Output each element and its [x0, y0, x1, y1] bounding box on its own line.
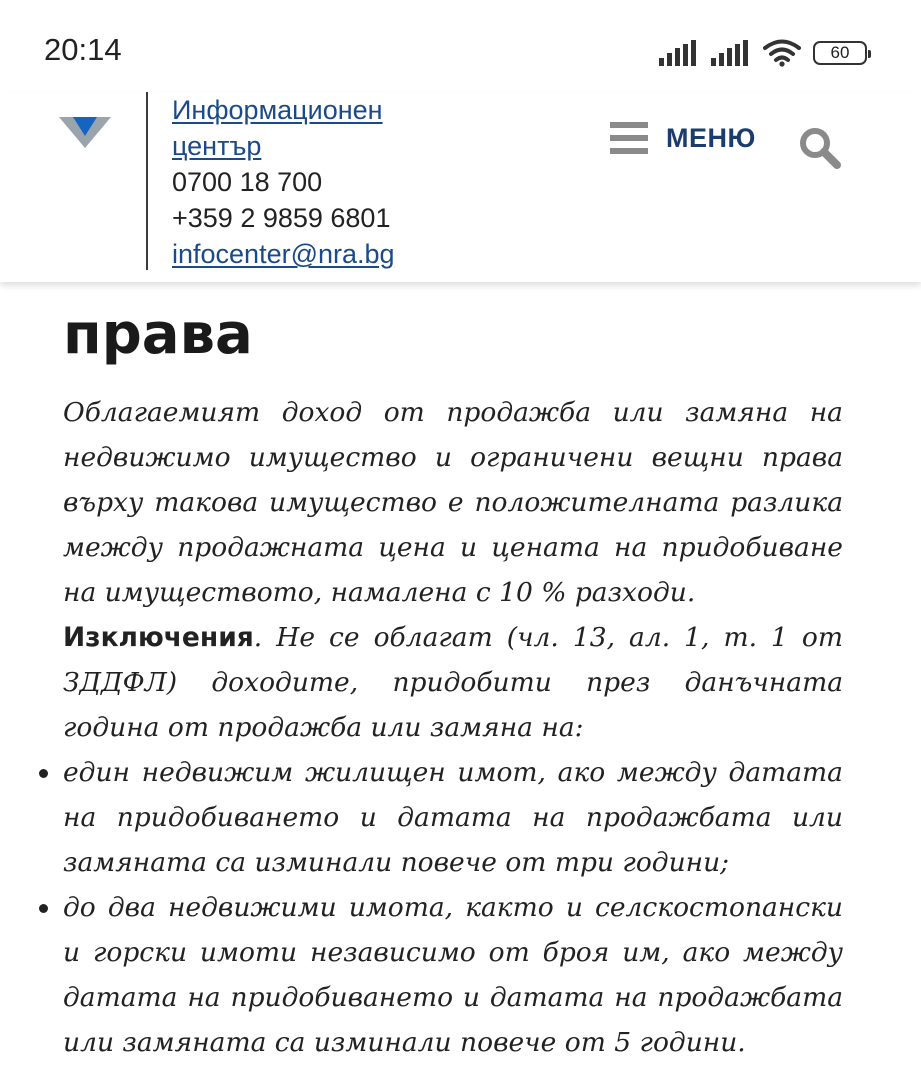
- list-item: един недвижим жилищен имот, ако между датата на придобиването и датата на продажбата или замяната са изминали повече от три години;: [63, 750, 843, 885]
- site-header: [0, 92, 921, 282]
- phone-number-alt: +359 2 9859 6801: [172, 203, 391, 233]
- info-center-block: [172, 92, 395, 272]
- article-content: [63, 230, 843, 1065]
- exceptions-paragraph: [63, 615, 843, 750]
- info-center-link[interactable]: Информационен: [172, 95, 383, 125]
- menu-label: МЕНЮ: [666, 122, 756, 153]
- menu-button[interactable]: [610, 122, 756, 154]
- phone-number: 0700 18 700: [172, 167, 323, 197]
- search-icon[interactable]: [798, 126, 842, 170]
- info-center-link-line2[interactable]: център: [172, 131, 262, 161]
- nra-logo[interactable]: [59, 114, 111, 150]
- email-link[interactable]: infocenter@nra.bg: [172, 239, 395, 269]
- signal-icon: [659, 40, 699, 66]
- status-time: 20:14: [44, 32, 122, 67]
- battery-icon: [813, 41, 867, 65]
- exceptions-label: Изключения: [63, 622, 254, 653]
- exceptions-text: . Не се облагат (чл. 13, ал. 1, т. 1 от ЗДДФЛ) доходите, придобити през данъчната година от продажба или замяна на:: [63, 622, 843, 743]
- wifi-icon: [763, 39, 801, 67]
- list-item: до два недвижими имота, както и селскостопански и горски имоти независимо от броя им, ако между датата на придобиването и датата на продажбата или замяната са изминали повече от 5 години.: [63, 885, 843, 1065]
- hamburger-icon: [610, 122, 648, 154]
- exceptions-list: [63, 750, 843, 1065]
- signal-icon: [711, 40, 751, 66]
- status-bar: [0, 0, 921, 92]
- page-title: права: [63, 302, 253, 367]
- taxable-income-paragraph: Облагаемият доход от продажба или замяна на недвижимо имущество и ограничени вещни права върху такова имущество е положителната разлика между продажната цена и цената на придобиване на имуществото, намалена с 10 % разходи.: [63, 397, 843, 608]
- status-icons: [659, 36, 867, 70]
- header-divider: [146, 92, 148, 270]
- battery-level: 60: [830, 43, 850, 62]
